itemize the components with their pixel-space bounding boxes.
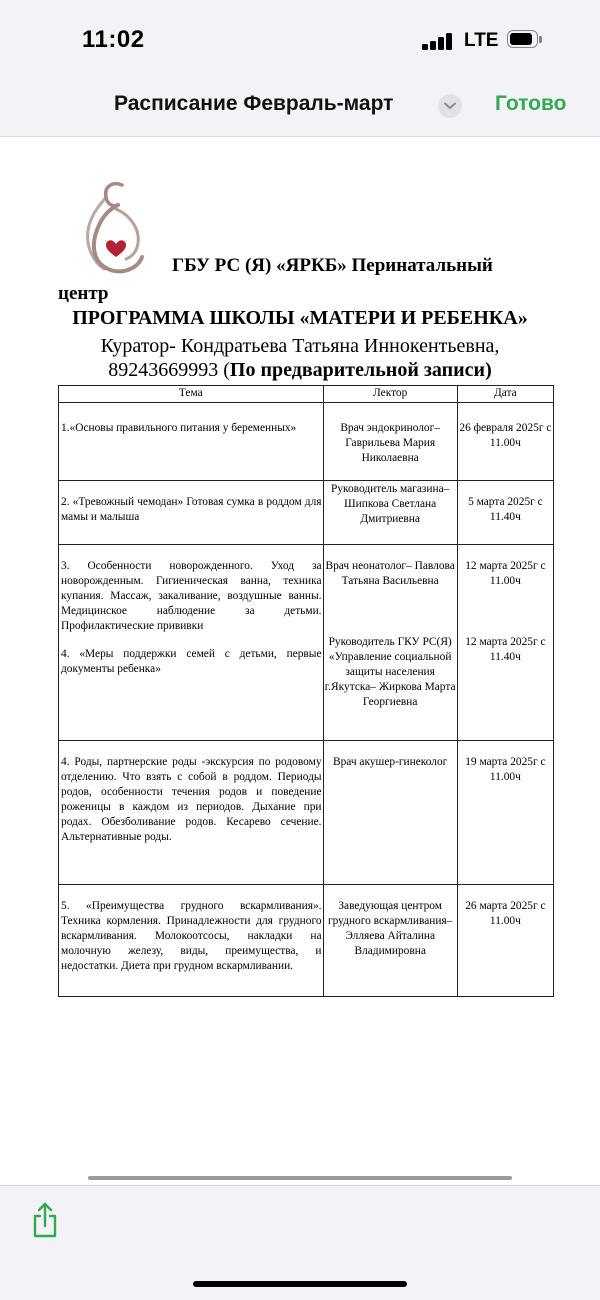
navigation-bar <box>0 80 600 137</box>
row-date: 26 февраля 2025г с 11.00ч <box>459 422 552 449</box>
table-header-row <box>59 386 554 403</box>
header-lecturer: Лектор <box>323 386 457 403</box>
table-row <box>59 885 554 997</box>
row-lecturer: Врач неонатолог– Павлова Татьяна Васильевна <box>325 560 455 587</box>
row-topic: 2. «Тревожный чемодан» Готовая сумка в роддом для мамы и малыша <box>61 496 322 523</box>
phone-number: 89243669993 <box>108 359 219 381</box>
document-page <box>0 137 600 1185</box>
network-type: LTE <box>464 30 499 51</box>
row-topic: 3. Особенности новорожденного. Уход за новорожденным. Гигиеническая ванна, техника купания. Массаж, закаливание, воздушные ванны. Медицинское наблюдение за детьми. Профилактические прививки <box>61 560 322 632</box>
paren-close: ) <box>485 359 492 381</box>
row-date: 5 марта 2025г с 11.40ч <box>468 496 543 523</box>
row-date: 19 марта 2025г с 11.00ч <box>465 756 546 783</box>
row-date: 12 марта 2025г с 11.00ч <box>465 560 546 587</box>
row-lecturer: Врач акушер-гинеколог <box>332 756 448 768</box>
organization-name-continued: центр <box>58 283 109 304</box>
schedule-table <box>58 385 554 997</box>
row-topic-secondary: 4. «Меры поддержки семей с детьми, первые документы ребенка» <box>61 648 322 675</box>
row-lecturer: Врач эндокринолог– Гаврильева Мария Николаевна <box>340 422 440 464</box>
paren-open: ( <box>218 359 230 381</box>
table-row <box>59 481 554 545</box>
organization-name: ГБУ РС (Я) «ЯРКБ» Перинатальный <box>172 255 493 276</box>
status-bar <box>0 0 600 80</box>
toolbar-divider <box>0 1185 600 1186</box>
status-time: 11:02 <box>82 26 145 53</box>
row-topic: 1.«Основы правильного питания у беременных» <box>61 422 297 434</box>
signal-strength-icon <box>422 32 456 50</box>
table-row <box>59 741 554 885</box>
row-date-secondary: 12 марта 2025г с 11.40ч <box>465 636 546 663</box>
horizontal-scroll-indicator[interactable] <box>88 1176 512 1180</box>
pregnant-woman-heart-logo <box>82 179 146 277</box>
row-topic: 4. Роды, партнерские роды -экскурсия по родовому отделению. Что взять с собой в роддом. Периоды родов, особенности течения родов и поведение роженицы в каждом из периодов. Дыхание при родах. Обезболивание родов. Кесарево сечение. Альтернативные роды. <box>61 756 322 843</box>
row-lecturer: Руководитель магазина– Шипкова Светлана Дмитриевна <box>330 483 450 525</box>
done-button[interactable]: Готово <box>495 92 567 115</box>
home-indicator[interactable] <box>193 1281 407 1287</box>
chevron-down-icon[interactable] <box>438 94 462 118</box>
row-date: 26 марта 2025г с 11.00ч <box>465 900 546 927</box>
header-date: Дата <box>457 386 553 403</box>
header-topic: Тема <box>59 386 324 403</box>
curator-line: Куратор- Кондратьева Татьяна Иннокентьевна, <box>100 335 500 357</box>
battery-icon <box>507 30 543 50</box>
row-lecturer-secondary: Руководитель ГКУ РС(Я) «Управление социальной защиты населения г.Якутска– Жиркова Марта Георгиевна <box>324 636 456 708</box>
registration-note: По предварительной записи <box>229 359 486 381</box>
row-topic: 5. «Преимущества грудного вскармливания». Техника кормления. Принадлежности для грудного вскармливания. Молокоотсосы, накладки на молочную железу, виды, преимущества, и недостатки. Диета при грудном вскармливании. <box>61 900 322 972</box>
document-title[interactable]: Расписание Февраль-март <box>114 92 394 115</box>
program-title: ПРОГРАММА ШКОЛЫ «МАТЕРИ И РЕБЕНКА» <box>72 307 528 329</box>
table-row <box>59 403 554 481</box>
share-icon[interactable] <box>30 1200 60 1240</box>
row-lecturer: Заведующая центром грудного вскармливания– Элляева Айталина Владимировна <box>327 900 453 957</box>
phone-line <box>0 359 600 382</box>
table-row <box>59 545 554 741</box>
